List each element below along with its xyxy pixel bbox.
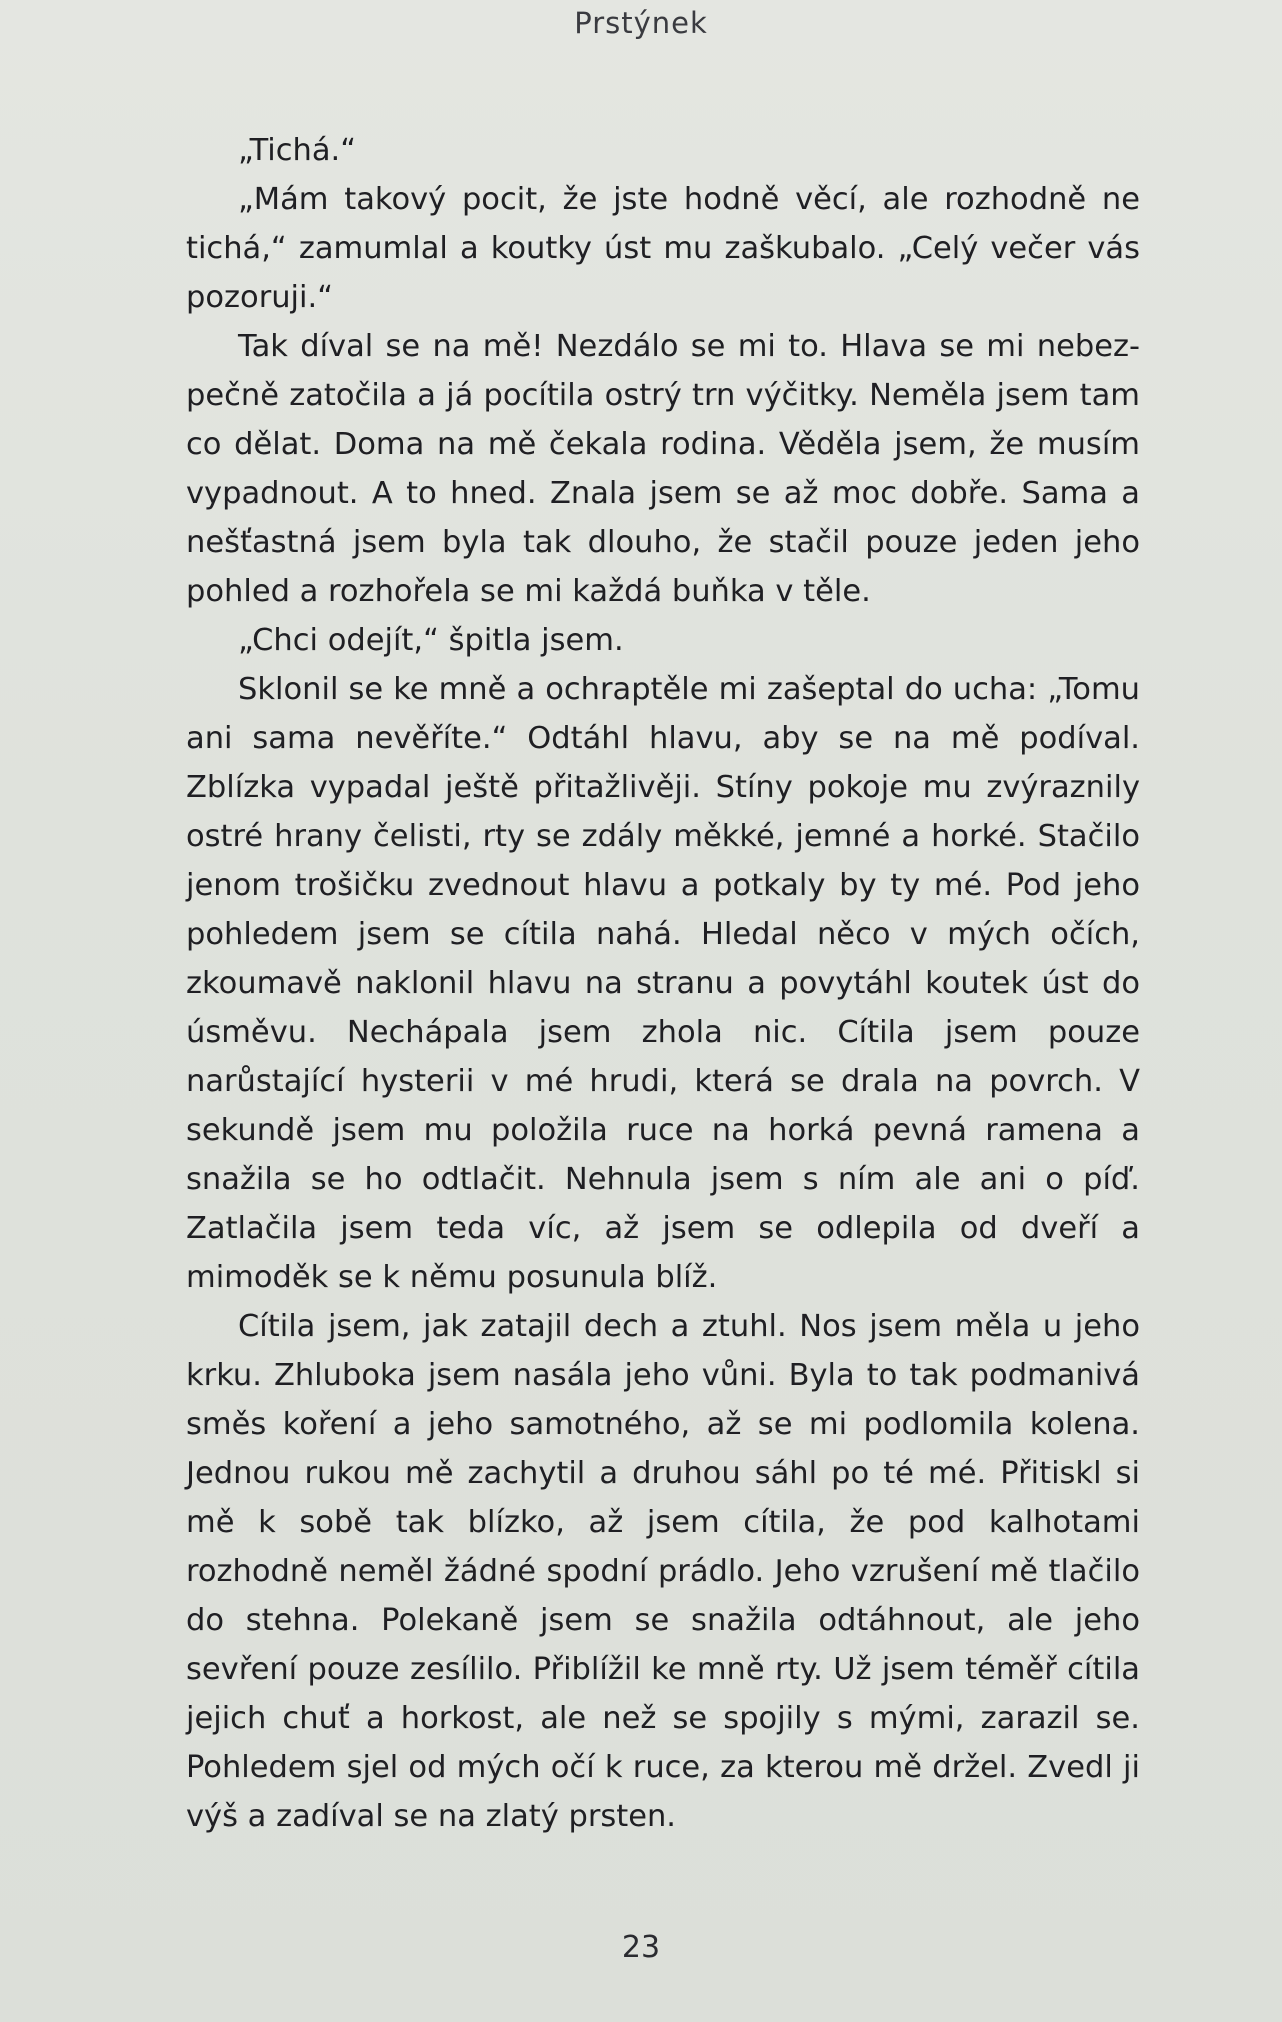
page-number: 23	[621, 1930, 661, 1965]
paragraph-3: Tak díval se na mě! Nezdálo se mi to. Hlava se mi nebezpečně zatočila a já pocítila ostrý trn výčitky. Neměla jsem tam co dělat. Doma na mě čekala rodina. Věděla jsem, že musím vypadnout. A to hned. Znala jsem se až moc dobře. Sama a nešťastná jsem byla tak dlouho, že stačil pouze jeden jeho pohled a rozhořela se mi každá buňka v těle.	[186, 329, 1140, 609]
paragraph-5: Sklonil se ke mně a ochraptěle mi zašeptal do ucha: „Tomu ani sama nevěříte.“ Odtáhl hlavu, aby se na mě podíval. Zblízka vypadal ještě přitažlivěji. Stíny pokoje mu zvýraznily ostré hrany čelisti, rty se zdály měkké, jemné a horké. Stačilo jenom trošičku zvednout hlavu a potkaly by ty mé. Pod jeho pohledem jsem se cítila nahá. Hledal něco v mých očích, zkoumavě naklonil hlavu na stranu a povytáhl koutek úst do úsměvu. Nechápala jsem zhola nic. Cítila jsem pouze narůstající hysterii v mé hrudi, která se drala na povrch. V sekundě jsem mu položila ruce na horká pevná ramena a snažila se ho odtlačit. Nehnula jsem s ním ale ani o píď. Zatlačila jsem teda víc, až jsem se odlepila od dveří a mimoděk se k němu posunula blíž.	[186, 672, 1140, 1295]
running-head: Prstýnek	[574, 6, 708, 40]
paragraph-1: „Tichá.“	[238, 133, 357, 168]
body-text	[186, 126, 1140, 1841]
paragraph-4: „Chci odejít,“ špitla jsem.	[238, 623, 624, 658]
paragraph-2: „Mám takový pocit, že jste hodně věcí, ale rozhodně ne tichá,“ zamumlal a koutky úst mu zaškubalo. „Celý večer vás pozoruji.“	[186, 182, 1140, 315]
paragraph-6: Cítila jsem, jak zatajil dech a ztuhl. Nos jsem měla u jeho krku. Zhluboka jsem nasála jeho vůni. Byla to tak podmanivá směs koření a jeho samotného, až se mi podlomila kolena. Jednou rukou mě zachytil a druhou sáhl po té mé. Přitiskl si mě k sobě tak blízko, až jsem cítila, že pod kalhotami rozhodně neměl žádné spodní prádlo. Jeho vzrušení mě tlačilo do stehna. Polekaně jsem se snažila odtáhnout, ale jeho sevření pouze zesílilo. Přiblížil ke mně rty. Už jsem téměř cítila jejich chuť a horkost, ale než se spojily s mými, zarazil se. Pohledem sjel od mých očí k ruce, za kterou mě držel. Zvedl ji výš a zadíval se na zlatý prsten.	[186, 1309, 1140, 1834]
